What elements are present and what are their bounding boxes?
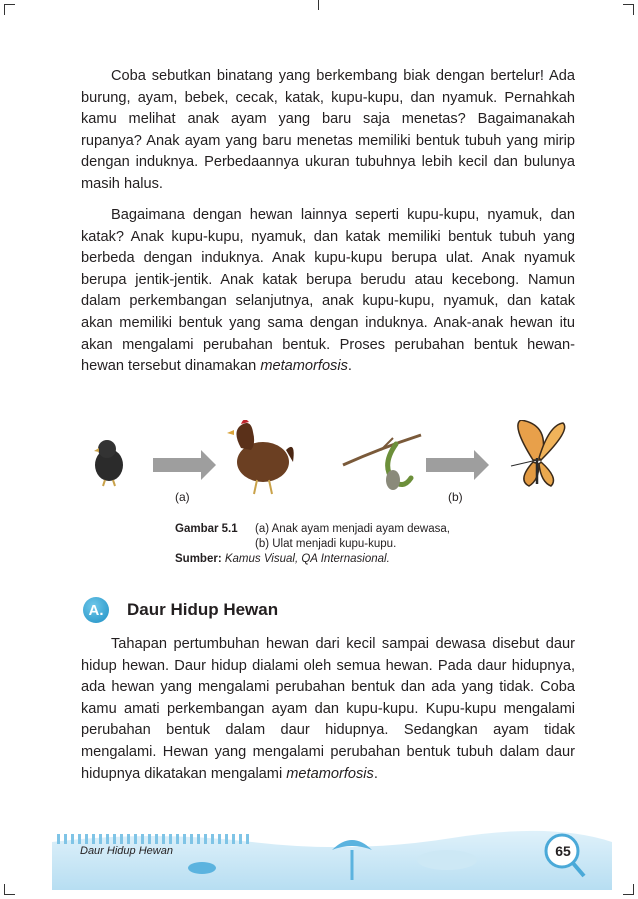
section-title: Daur Hidup Hewan: [127, 600, 279, 619]
paragraph-life-cycle-text: Tahapan pertumbuhan hewan dari kecil sampai dewasa disebut daur hidup hewan. Daur hidup dialami oleh semua hewan. Pada daur hidupnya, ada hewan yang mengalami perubahan bentuk dan ada yang tidak. Coba kamu amati perkembangan ayam dan kupu-kupu. Kupu-kupu mengalami perubahan bentuk dalam daur hidupnya. Sedangkan ayam tidak mengalami. Hewan yang mengalami perubahan bentuk tubuh dalam daur hidupnya dikatakan mengalami: [81, 636, 575, 782]
caption-item-a: (a) Anak ayam menjadi ayam dewasa,: [255, 523, 450, 535]
crop-mark-top-left: [4, 4, 15, 15]
paragraph-intro: Coba sebutkan binatang yang berkembang biak dengan bertelur! Ada burung, ayam, bebek, cecak, katak, kupu-kupu, dan nyamuk. Pernahkah kamu melihat anak ayam yang baru saja menetas? Bagaimanakah rupanya? Anak ayam yang baru menetas memiliki bentuk tubuh yang mirip dengan induknya. Perbedaannya ukuran tubuhnya lebih kecil dan bulunya masih halus.: [81, 68, 575, 192]
section-heading: [83, 596, 278, 624]
figure-label-b: (b): [448, 490, 463, 504]
paragraph-metamorphosis-text: Bagaimana dengan hewan lainnya seperti kupu-kupu, nyamuk, dan katak? Anak kupu-kupu, nyamuk, dan katak memiliki bentuk tubuh yang berbeda dengan induknya. Anak kupu-kupu berupa ulat. Anak nyamuk berupa jentik-jentik. Anak katak berupa berudu atau kecebong. Namun dalam perkembangan selanjutnya, anak kupu-kupu, nyamuk, dan katak akan memiliki bentuk yang sama dengan induknya. Anak-anak hewan itu akan mengalami perubahan bentuk. Proses perubahan bentuk hewan-hewan tersebut dinamakan: [81, 207, 575, 375]
caption-source-label: Sumber:: [175, 553, 222, 565]
term-metamorfosis: metamorfosis: [260, 358, 348, 375]
paragraph-end-mark: .: [347, 358, 352, 375]
arrow-right-icon: [153, 450, 216, 480]
page-footer: [52, 820, 612, 890]
figure-label-a: (a): [175, 490, 190, 504]
footer-chapter-title: Daur Hidup Hewan: [80, 845, 173, 857]
paragraph-life-cycle: [81, 634, 575, 785]
figure-life-cycles: [81, 420, 575, 500]
figure-caption: [175, 522, 450, 567]
arrow-right-icon: [426, 450, 489, 480]
caption-title: Gambar 5.1: [175, 523, 238, 535]
chick-illustration: [94, 440, 123, 486]
crop-mark-bottom-left: [4, 884, 15, 895]
caterpillar-branch-illustration: [343, 435, 421, 490]
term-metamorfosis: metamorfosis: [286, 765, 374, 782]
caption-item-b: (b) Ulat menjadi kupu-kupu.: [255, 538, 397, 550]
page-number: 65: [555, 843, 571, 859]
butterfly-illustration: [511, 420, 565, 486]
crop-mark-bottom-right: [623, 884, 634, 895]
section-badge: A.: [83, 597, 109, 623]
hen-illustration: [227, 420, 294, 494]
figure-illustration: [81, 420, 575, 500]
crop-mark-top-right: [623, 4, 634, 15]
paragraph-end-mark: .: [373, 765, 378, 782]
caption-source-text: Kamus Visual, QA Internasional.: [224, 553, 390, 565]
crop-mark-top-center: [318, 0, 319, 10]
paragraph-metamorphosis: [81, 205, 575, 378]
